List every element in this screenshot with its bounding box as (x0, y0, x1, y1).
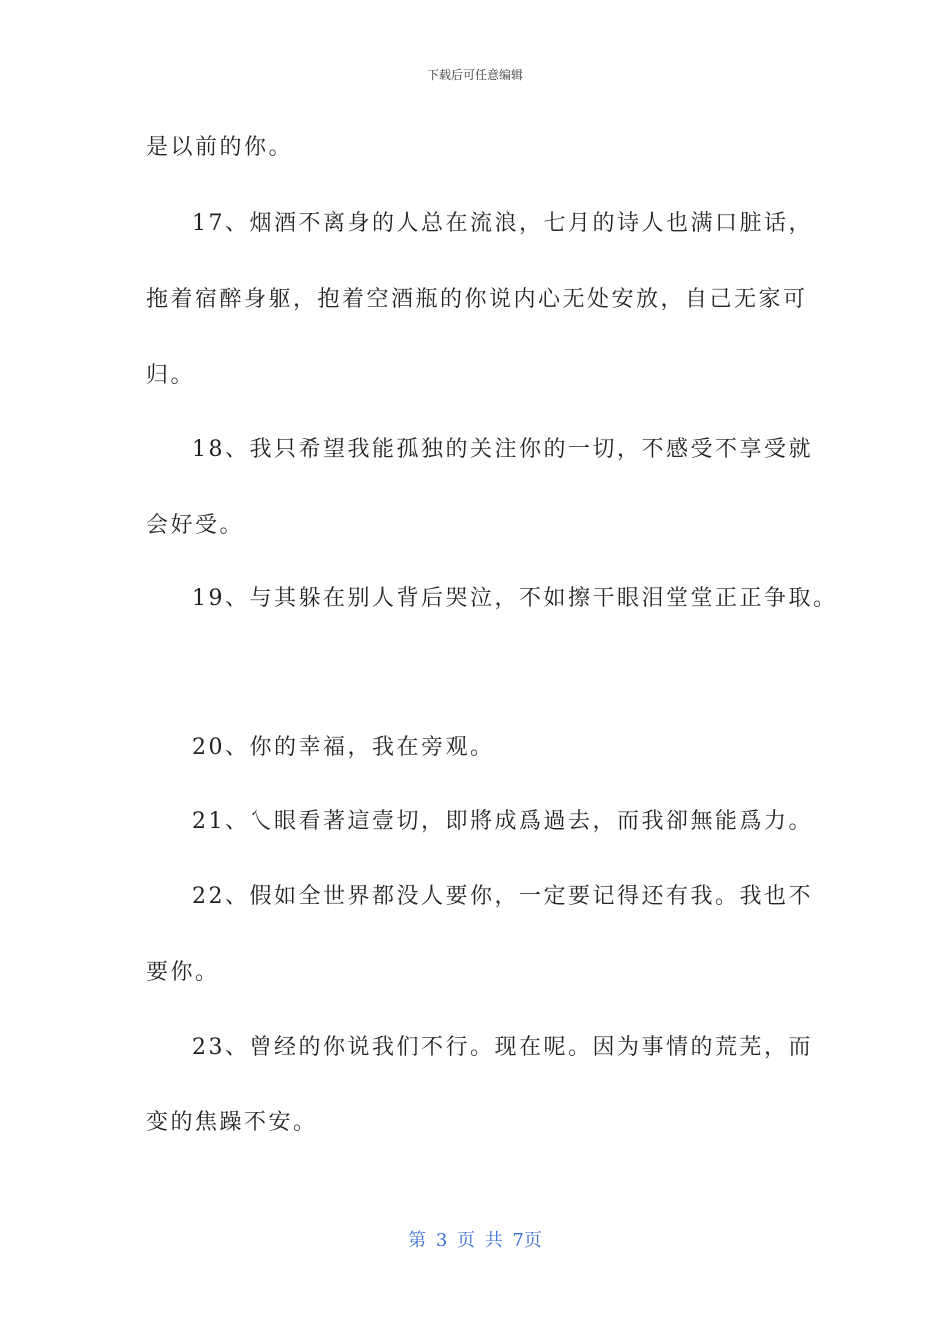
text-line: 要你。 (146, 960, 220, 985)
page-header: 下载后可任意编辑 (426, 68, 523, 82)
text-line: 23、曾经的你说我们不行。现在呢。因为事情的荒芜，而 (192, 1035, 813, 1060)
text-line: 18、我只希望我能孤独的关注你的一切，不感受不享受就 (192, 437, 813, 462)
text-line: 拖着宿醉身躯，抱着空酒瓶的你说内心无处安放，自己无家可 (146, 287, 808, 312)
text-line: 17、烟酒不离身的人总在流浪，七月的诗人也满口脏话， (192, 211, 813, 236)
text-line: 20、你的幸福，我在旁观。 (192, 735, 495, 760)
text-line: 变的焦躁不安。 (146, 1110, 318, 1135)
page-footer: 第 3 页 共 7页 (408, 1230, 542, 1251)
text-line: 22、假如全世界都没人要你，一定要记得还有我。我也不 (192, 884, 813, 909)
text-line: 21、乀眼看著這壹切，即將成爲過去，而我卻無能爲力。 (192, 809, 813, 834)
text-line: 会好受。 (146, 513, 245, 538)
text-line: 归。 (146, 363, 196, 388)
text-line: 是以前的你。 (146, 135, 294, 160)
text-line: 19、与其躲在别人背后哭泣，不如擦干眼泪堂堂正正争取。 (192, 586, 838, 611)
